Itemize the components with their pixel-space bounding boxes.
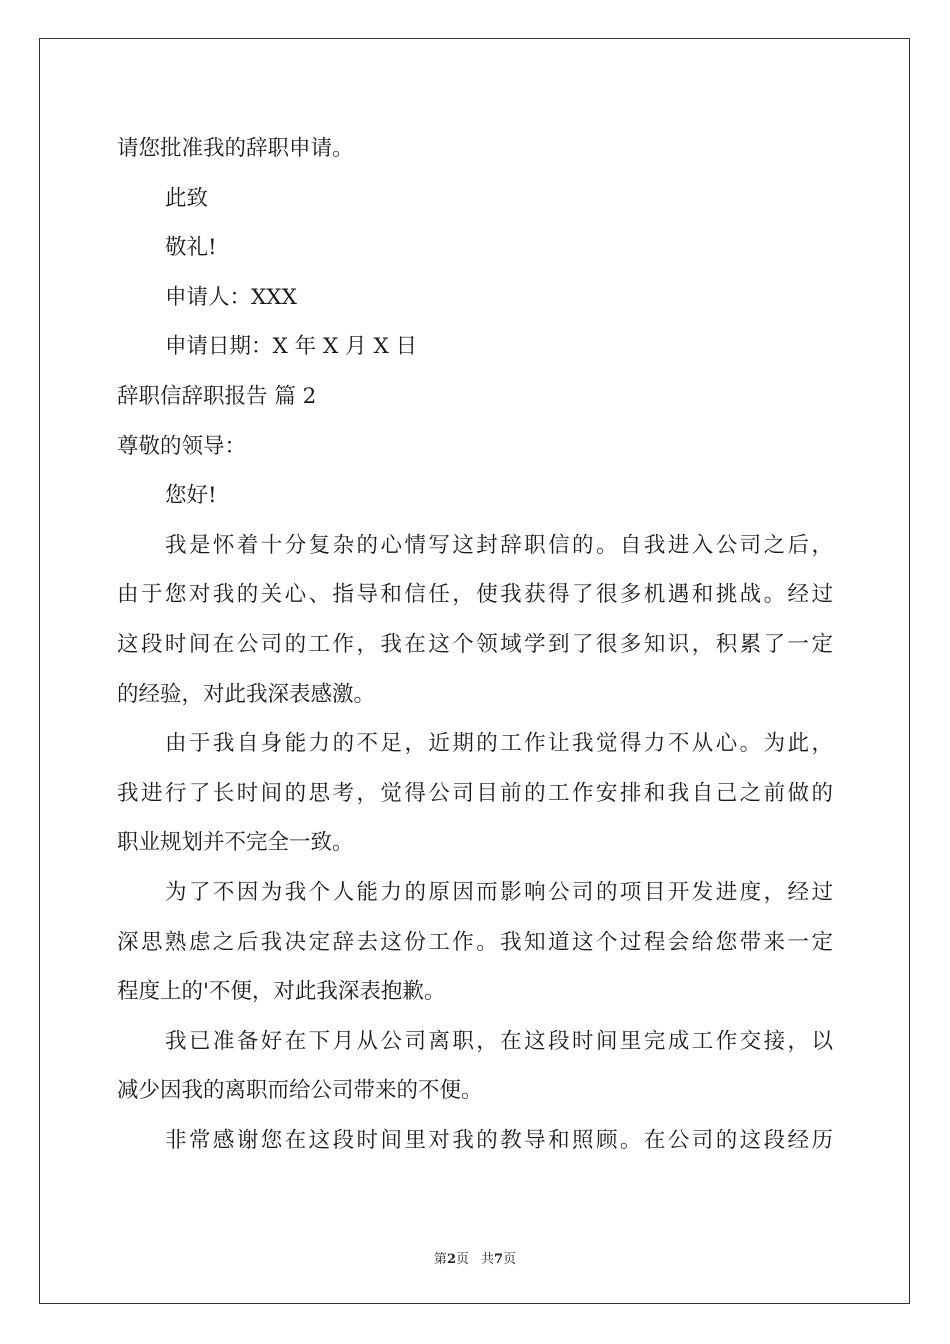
text-line: 由于我自身能力的不足，近期的工作让我觉得力不从心。为此，	[165, 731, 833, 757]
document-body	[117, 124, 833, 1165]
total-suffix: 页	[503, 1252, 517, 1267]
text-line: 职业规划并不完全一致。	[117, 830, 354, 856]
text-line: 我进行了长时间的思考，觉得公司目前的工作安排和我自己之前做的	[117, 780, 833, 806]
page-prefix: 第	[433, 1252, 447, 1267]
text-line: 程度上的'不便，对此我深表抱歉。	[117, 979, 446, 1005]
text-line: 的经验，对此我深表感激。	[117, 681, 376, 707]
text-line: 我已准备好在下月从公司离职，在这段时间里完成工作交接，以	[165, 1028, 833, 1054]
text-line: 深思熟虑之后我决定辞去这份工作。我知道这个过程会给您带来一定	[117, 929, 833, 955]
text-line: 非常感谢您在这段时间里对我的教导和照顾。在公司的这段经历	[165, 1127, 833, 1153]
text-line: 我是怀着十分复杂的心情写这封辞职信的。自我进入公司之后，	[165, 532, 833, 558]
page-current: 2	[446, 1252, 456, 1267]
total-prefix: 共	[481, 1252, 495, 1267]
text-line: 敬礼!	[165, 235, 217, 261]
page-total: 7	[494, 1252, 504, 1267]
text-line: 申请人：XXX	[165, 284, 297, 310]
text-line: 请您批准我的辞职申请。	[117, 136, 354, 161]
section-heading: 辞职信辞职报告 篇 2	[117, 383, 317, 409]
text-line: 减少因我的离职而给公司带来的不便。	[117, 1078, 483, 1104]
text-line: 由于您对我的关心、指导和信任，使我获得了很多机遇和挑战。经过	[117, 582, 833, 608]
greeting: 您好!	[165, 483, 217, 509]
page-footer	[0, 1248, 950, 1267]
text-line: 为了不因为我个人能力的原因而影响公司的项目开发进度，经过	[165, 879, 833, 905]
page-suffix: 页	[455, 1252, 469, 1267]
text-line: 这段时间在公司的工作，我在这个领域学到了很多知识，积累了一定	[117, 631, 833, 657]
text-line: 申请日期：X 年 X 月 X 日	[165, 334, 418, 360]
salutation: 尊敬的领导：	[117, 433, 247, 459]
text-line: 此致	[165, 185, 209, 211]
